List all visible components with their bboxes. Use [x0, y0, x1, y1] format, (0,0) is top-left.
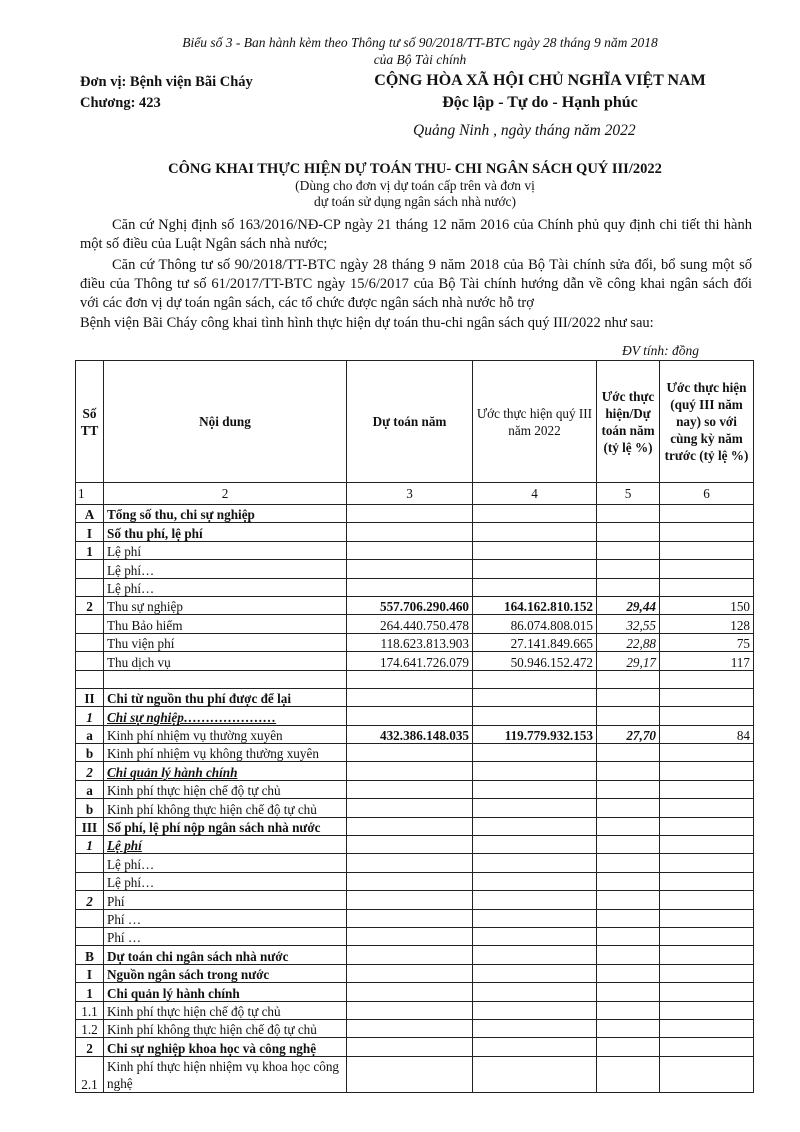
chapter-label: Chương: 423: [80, 95, 161, 111]
row-content: Số thu phí, lệ phí: [104, 523, 347, 541]
table-row: [76, 1001, 754, 1019]
col-number: 2: [104, 483, 347, 505]
row-actual: [473, 541, 597, 559]
row-plan: [347, 817, 473, 835]
row-content: Tổng số thu, chi sự nghiệp: [104, 505, 347, 523]
row-content: Chi sự nghiệp…………………: [104, 707, 347, 725]
row-ratio: [597, 1056, 660, 1092]
row-stt: [76, 633, 104, 651]
row-content: Thu sự nghiệp: [104, 596, 347, 614]
table-row: [76, 927, 754, 945]
row-yoy: [660, 670, 754, 688]
table-row: [76, 688, 754, 706]
row-content: Kinh phí thực hiện chế độ tự chủ: [104, 780, 347, 798]
row-actual: [473, 1001, 597, 1019]
row-actual: [473, 744, 597, 762]
row-plan: 264.440.750.478: [347, 615, 473, 633]
row-ratio: [597, 927, 660, 945]
row-stt: 2.1: [76, 1056, 104, 1092]
row-content: [104, 670, 347, 688]
row-content: Kinh phí thực hiện chế độ tự chủ: [104, 1001, 347, 1019]
row-ratio: 29,17: [597, 652, 660, 670]
row-content: Kinh phí không thực hiện chế độ tự chủ: [104, 799, 347, 817]
row-ratio: [597, 1019, 660, 1037]
row-stt: [76, 560, 104, 578]
row-content: Chi quản lý hành chính: [104, 983, 347, 1001]
table-row: [76, 725, 754, 743]
row-content: Kinh phí thực hiện nhiệm vụ khoa học công nghệ: [104, 1056, 347, 1092]
row-content: Kinh phí không thực hiện chế độ tự chủ: [104, 1019, 347, 1037]
intro-para-1: Căn cứ Nghị định số 163/2016/NĐ-CP ngày 21 tháng 12 năm 2016 của Chính phủ quy định chi tiết thi hành một số điều của Luật Ngân sách nhà nước;: [80, 217, 752, 252]
row-actual: 119.779.932.153: [473, 725, 597, 743]
nation-title: CỘNG HÒA XÃ HỘI CHỦ NGHĨA VIỆT NAM: [374, 72, 706, 89]
row-ratio: [597, 505, 660, 523]
row-ratio: [597, 964, 660, 982]
col-number: 3: [347, 483, 473, 505]
row-yoy: [660, 560, 754, 578]
row-plan: [347, 1056, 473, 1092]
title-sub1: (Dùng cho đơn vị dự toán cấp trên và đơn vị: [295, 178, 535, 193]
row-actual: [473, 688, 597, 706]
row-plan: 557.706.290.460: [347, 596, 473, 614]
row-yoy: [660, 744, 754, 762]
unit-note: ĐV tính: đồng: [622, 343, 699, 358]
row-plan: [347, 707, 473, 725]
row-actual: [473, 964, 597, 982]
row-ratio: [597, 523, 660, 541]
row-stt: [76, 652, 104, 670]
row-yoy: [660, 541, 754, 559]
row-ratio: [597, 891, 660, 909]
row-content: Nguồn ngân sách trong nước: [104, 964, 347, 982]
row-plan: [347, 762, 473, 780]
row-ratio: [597, 946, 660, 964]
table-row: [76, 799, 754, 817]
row-ratio: [597, 688, 660, 706]
table-row: [76, 707, 754, 725]
intro-text: [80, 216, 752, 333]
table-row: [76, 596, 754, 614]
row-content: Số phí, lệ phí nộp ngân sách nhà nước: [104, 817, 347, 835]
row-actual: [473, 891, 597, 909]
row-stt: II: [76, 688, 104, 706]
row-content: Lệ phí: [104, 836, 347, 854]
row-yoy: [660, 927, 754, 945]
row-ratio: [597, 578, 660, 596]
row-ratio: [597, 670, 660, 688]
table-header-row: [76, 361, 754, 483]
row-stt: [76, 854, 104, 872]
table-row: [76, 541, 754, 559]
row-actual: [473, 909, 597, 927]
row-stt: [76, 670, 104, 688]
row-plan: [347, 1019, 473, 1037]
header-content: Nội dung: [104, 361, 347, 483]
row-plan: [347, 909, 473, 927]
row-plan: [347, 505, 473, 523]
row-plan: [347, 578, 473, 596]
table-row: [76, 780, 754, 798]
row-stt: 1.1: [76, 1001, 104, 1019]
row-actual: [473, 505, 597, 523]
col-number: 1: [76, 483, 104, 505]
table-row: [76, 652, 754, 670]
row-stt: I: [76, 523, 104, 541]
row-ratio: [597, 744, 660, 762]
row-plan: [347, 836, 473, 854]
row-plan: 174.641.726.079: [347, 652, 473, 670]
row-ratio: [597, 762, 660, 780]
row-yoy: [660, 909, 754, 927]
row-content: Lệ phí…: [104, 578, 347, 596]
row-ratio: [597, 560, 660, 578]
table-row: [76, 560, 754, 578]
row-yoy: [660, 946, 754, 964]
row-actual: [473, 578, 597, 596]
row-yoy: 84: [660, 725, 754, 743]
nation-block: [360, 70, 720, 114]
row-plan: 118.623.813.903: [347, 633, 473, 651]
col-number: 5: [597, 483, 660, 505]
table-row: [76, 836, 754, 854]
row-ratio: [597, 817, 660, 835]
row-actual: [473, 799, 597, 817]
page-title: CÔNG KHAI THỰC HIỆN DỰ TOÁN THU- CHI NGÂN SÁCH QUÝ III/2022: [168, 161, 662, 177]
row-plan: [347, 983, 473, 1001]
row-plan: [347, 799, 473, 817]
row-plan: [347, 964, 473, 982]
row-yoy: 117: [660, 652, 754, 670]
row-ratio: [597, 872, 660, 890]
motto: Độc lập - Tự do - Hạnh phúc: [442, 94, 638, 111]
column-number-row: [76, 483, 754, 505]
row-plan: [347, 854, 473, 872]
table-row: [76, 523, 754, 541]
row-ratio: 22,88: [597, 633, 660, 651]
row-plan: [347, 541, 473, 559]
row-stt: [76, 927, 104, 945]
table-row: [76, 762, 754, 780]
table-row: [76, 1038, 754, 1056]
row-content: Thu Bảo hiểm: [104, 615, 347, 633]
row-content: Chi quản lý hành chính: [104, 762, 347, 780]
row-actual: [473, 707, 597, 725]
row-yoy: [660, 578, 754, 596]
row-yoy: [660, 872, 754, 890]
header-yoy: Ước thực hiện (quý III năm nay) so với cùng kỳ năm trước (tỷ lệ %): [660, 361, 754, 483]
row-content: Chi từ nguồn thu phí được để lại: [104, 688, 347, 706]
row-actual: [473, 927, 597, 945]
row-actual: [473, 1038, 597, 1056]
row-yoy: [660, 799, 754, 817]
row-yoy: [660, 817, 754, 835]
row-stt: [76, 615, 104, 633]
intro-para-3: Bệnh viện Bãi Cháy công khai tình hình thực hiện dự toán thu-chi ngân sách quý III/2022 như sau:: [80, 315, 654, 331]
row-ratio: 27,70: [597, 725, 660, 743]
row-ratio: [597, 780, 660, 798]
row-yoy: 128: [660, 615, 754, 633]
table-row: [76, 891, 754, 909]
row-actual: [473, 872, 597, 890]
row-actual: [473, 983, 597, 1001]
row-stt: a: [76, 780, 104, 798]
table-row: [76, 909, 754, 927]
header-ratio: Ước thực hiện/Dự toán năm (tỷ lệ %): [597, 361, 660, 483]
row-stt: 1: [76, 836, 104, 854]
row-content: Lệ phí…: [104, 560, 347, 578]
row-ratio: 29,44: [597, 596, 660, 614]
col-number: 6: [660, 483, 754, 505]
row-actual: [473, 854, 597, 872]
row-yoy: [660, 688, 754, 706]
row-stt: A: [76, 505, 104, 523]
row-plan: [347, 1038, 473, 1056]
row-stt: 1: [76, 541, 104, 559]
intro-para-2: Căn cứ Thông tư số 90/2018/TT-BTC ngày 28 tháng 9 năm 2018 của Bộ Tài chính sửa đổi, bổ sung một số điều của Thông tư số 61/2017/TT-BTC ngày 15/6/2017 của Bộ Tài chính hướng dẫn về công khai ngân sách đối với các đơn vị dự toán ngân sách, các tổ chức được ngân sách nhà nước hỗ trợ: [80, 257, 752, 311]
row-actual: [473, 780, 597, 798]
row-stt: [76, 909, 104, 927]
row-content: Lệ phí…: [104, 854, 347, 872]
row-actual: 164.162.810.152: [473, 596, 597, 614]
title-block: [75, 160, 755, 210]
row-yoy: [660, 1056, 754, 1092]
row-plan: [347, 670, 473, 688]
row-ratio: 32,55: [597, 615, 660, 633]
row-content: Dự toán chi ngân sách nhà nước: [104, 946, 347, 964]
title-sub2: dự toán sử dụng ngân sách nhà nước): [314, 194, 516, 209]
row-yoy: [660, 707, 754, 725]
table-row: [76, 670, 754, 688]
row-stt: 2: [76, 891, 104, 909]
row-stt: a: [76, 725, 104, 743]
row-yoy: 75: [660, 633, 754, 651]
table-row: [76, 983, 754, 1001]
budget-table: [75, 360, 754, 1093]
table-row: [76, 505, 754, 523]
header-stt: Số TT: [76, 361, 104, 483]
table-row: [76, 578, 754, 596]
row-stt: b: [76, 744, 104, 762]
row-content: Thu dịch vụ: [104, 652, 347, 670]
row-yoy: [660, 983, 754, 1001]
table-row: [76, 964, 754, 982]
row-content: Lệ phí: [104, 541, 347, 559]
row-content: Kinh phí nhiệm vụ thường xuyên: [104, 725, 347, 743]
row-plan: [347, 560, 473, 578]
row-plan: [347, 780, 473, 798]
row-plan: [347, 1001, 473, 1019]
row-plan: 432.386.148.035: [347, 725, 473, 743]
row-yoy: [660, 836, 754, 854]
table-body: [76, 505, 754, 1093]
row-plan: [347, 523, 473, 541]
row-stt: 2: [76, 596, 104, 614]
table-row: [76, 946, 754, 964]
table-row: [76, 744, 754, 762]
row-stt: 1: [76, 983, 104, 1001]
row-yoy: [660, 780, 754, 798]
row-ratio: [597, 799, 660, 817]
header-actual: Ước thực hiện quý III năm 2022: [473, 361, 597, 483]
row-actual: [473, 836, 597, 854]
table-row: [76, 872, 754, 890]
row-content: Phí …: [104, 927, 347, 945]
row-content: Thu viện phí: [104, 633, 347, 651]
row-stt: b: [76, 799, 104, 817]
row-content: Kinh phí nhiệm vụ không thường xuyên: [104, 744, 347, 762]
row-stt: I: [76, 964, 104, 982]
row-yoy: [660, 1038, 754, 1056]
row-stt: III: [76, 817, 104, 835]
row-stt: [76, 578, 104, 596]
table-row: [76, 633, 754, 651]
row-plan: [347, 927, 473, 945]
row-stt: B: [76, 946, 104, 964]
table-row: [76, 615, 754, 633]
unit-label: Đơn vị: Bệnh viện Bãi Cháy: [80, 74, 253, 90]
row-actual: [473, 817, 597, 835]
table-row: [76, 854, 754, 872]
row-yoy: [660, 964, 754, 982]
row-plan: [347, 744, 473, 762]
row-actual: 50.946.152.472: [473, 652, 597, 670]
header-plan: Dự toán năm: [347, 361, 473, 483]
row-yoy: [660, 505, 754, 523]
row-stt: 2: [76, 762, 104, 780]
col-number: 4: [473, 483, 597, 505]
row-yoy: [660, 1001, 754, 1019]
place-date: Quảng Ninh , ngày tháng năm 2022: [413, 122, 636, 139]
table-row: [76, 1056, 754, 1092]
row-plan: [347, 872, 473, 890]
row-plan: [347, 688, 473, 706]
row-actual: [473, 1056, 597, 1092]
row-plan: [347, 891, 473, 909]
row-actual: 86.074.808.015: [473, 615, 597, 633]
row-yoy: [660, 1019, 754, 1037]
row-ratio: [597, 1038, 660, 1056]
row-actual: [473, 1019, 597, 1037]
row-actual: 27.141.849.665: [473, 633, 597, 651]
row-actual: [473, 560, 597, 578]
row-plan: [347, 946, 473, 964]
row-ratio: [597, 909, 660, 927]
row-yoy: [660, 891, 754, 909]
row-actual: [473, 762, 597, 780]
row-ratio: [597, 983, 660, 1001]
form-note-line1: Biểu số 3 - Ban hành kèm theo Thông tư số 90/2018/TT-BTC ngày 28 tháng 9 năm 2018: [182, 35, 658, 50]
row-content: Phí: [104, 891, 347, 909]
row-yoy: [660, 762, 754, 780]
row-stt: 2: [76, 1038, 104, 1056]
row-ratio: [597, 707, 660, 725]
row-ratio: [597, 541, 660, 559]
form-note: [120, 34, 720, 68]
row-content: Phí …: [104, 909, 347, 927]
row-stt: [76, 872, 104, 890]
row-ratio: [597, 836, 660, 854]
row-yoy: [660, 854, 754, 872]
row-stt: 1: [76, 707, 104, 725]
row-yoy: 150: [660, 596, 754, 614]
row-actual: [473, 523, 597, 541]
row-stt: 1.2: [76, 1019, 104, 1037]
row-actual: [473, 946, 597, 964]
row-actual: [473, 670, 597, 688]
row-ratio: [597, 1001, 660, 1019]
row-ratio: [597, 854, 660, 872]
form-note-line2: của Bộ Tài chính: [373, 52, 467, 67]
unit-block: [80, 72, 253, 114]
row-content: Chi sự nghiệp khoa học và công nghệ: [104, 1038, 347, 1056]
row-yoy: [660, 523, 754, 541]
table-row: [76, 817, 754, 835]
row-content: Lệ phí…: [104, 872, 347, 890]
table-row: [76, 1019, 754, 1037]
